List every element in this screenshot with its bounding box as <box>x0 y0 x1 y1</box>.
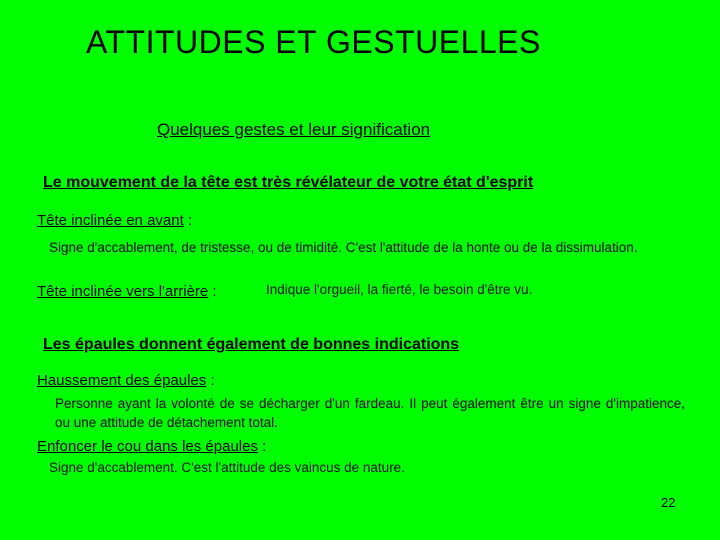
description-head-forward: Signe d'accablement, de tristesse, ou de timidité. C'est l'attitude de la honte ou de la dissimulation. <box>49 240 638 255</box>
page-number: 22 <box>661 495 676 510</box>
term-shrug <box>37 372 215 389</box>
term-neck-in-shoulders <box>37 438 266 455</box>
section-heading-shoulders: Les épaules donnent également de bonnes indications <box>43 336 460 353</box>
term-label: Tête inclinée vers l'arrière <box>37 283 209 300</box>
slide-subtitle: Quelques gestes et leur signification <box>157 120 431 139</box>
term-head-forward <box>37 212 192 229</box>
term-head-backward <box>37 283 217 300</box>
term-separator: : <box>183 212 193 229</box>
term-separator: : <box>206 372 215 389</box>
description-head-backward: Indique l'orgueil, la fierté, le besoin d'être vu. <box>266 282 533 297</box>
term-separator: : <box>257 438 267 455</box>
description-neck-in-shoulders: Signe d'accablement. C'est l'attitude des vaincus de nature. <box>49 460 405 475</box>
term-separator: : <box>208 283 217 300</box>
description-shrug: Personne ayant la volonté de se décharger d'un fardeau. Il peut également être un signe d'impatience, ou une attitude de détachement total. <box>55 396 685 430</box>
term-label: Haussement des épaules <box>37 372 207 389</box>
slide-title: ATTITUDES ET GESTUELLES <box>86 24 541 60</box>
section-heading-head: Le mouvement de la tête est très révélateur de votre état d'esprit <box>43 174 534 191</box>
term-label: Tête inclinée en avant <box>37 212 184 229</box>
term-label: Enfoncer le cou dans les épaules <box>37 438 258 455</box>
